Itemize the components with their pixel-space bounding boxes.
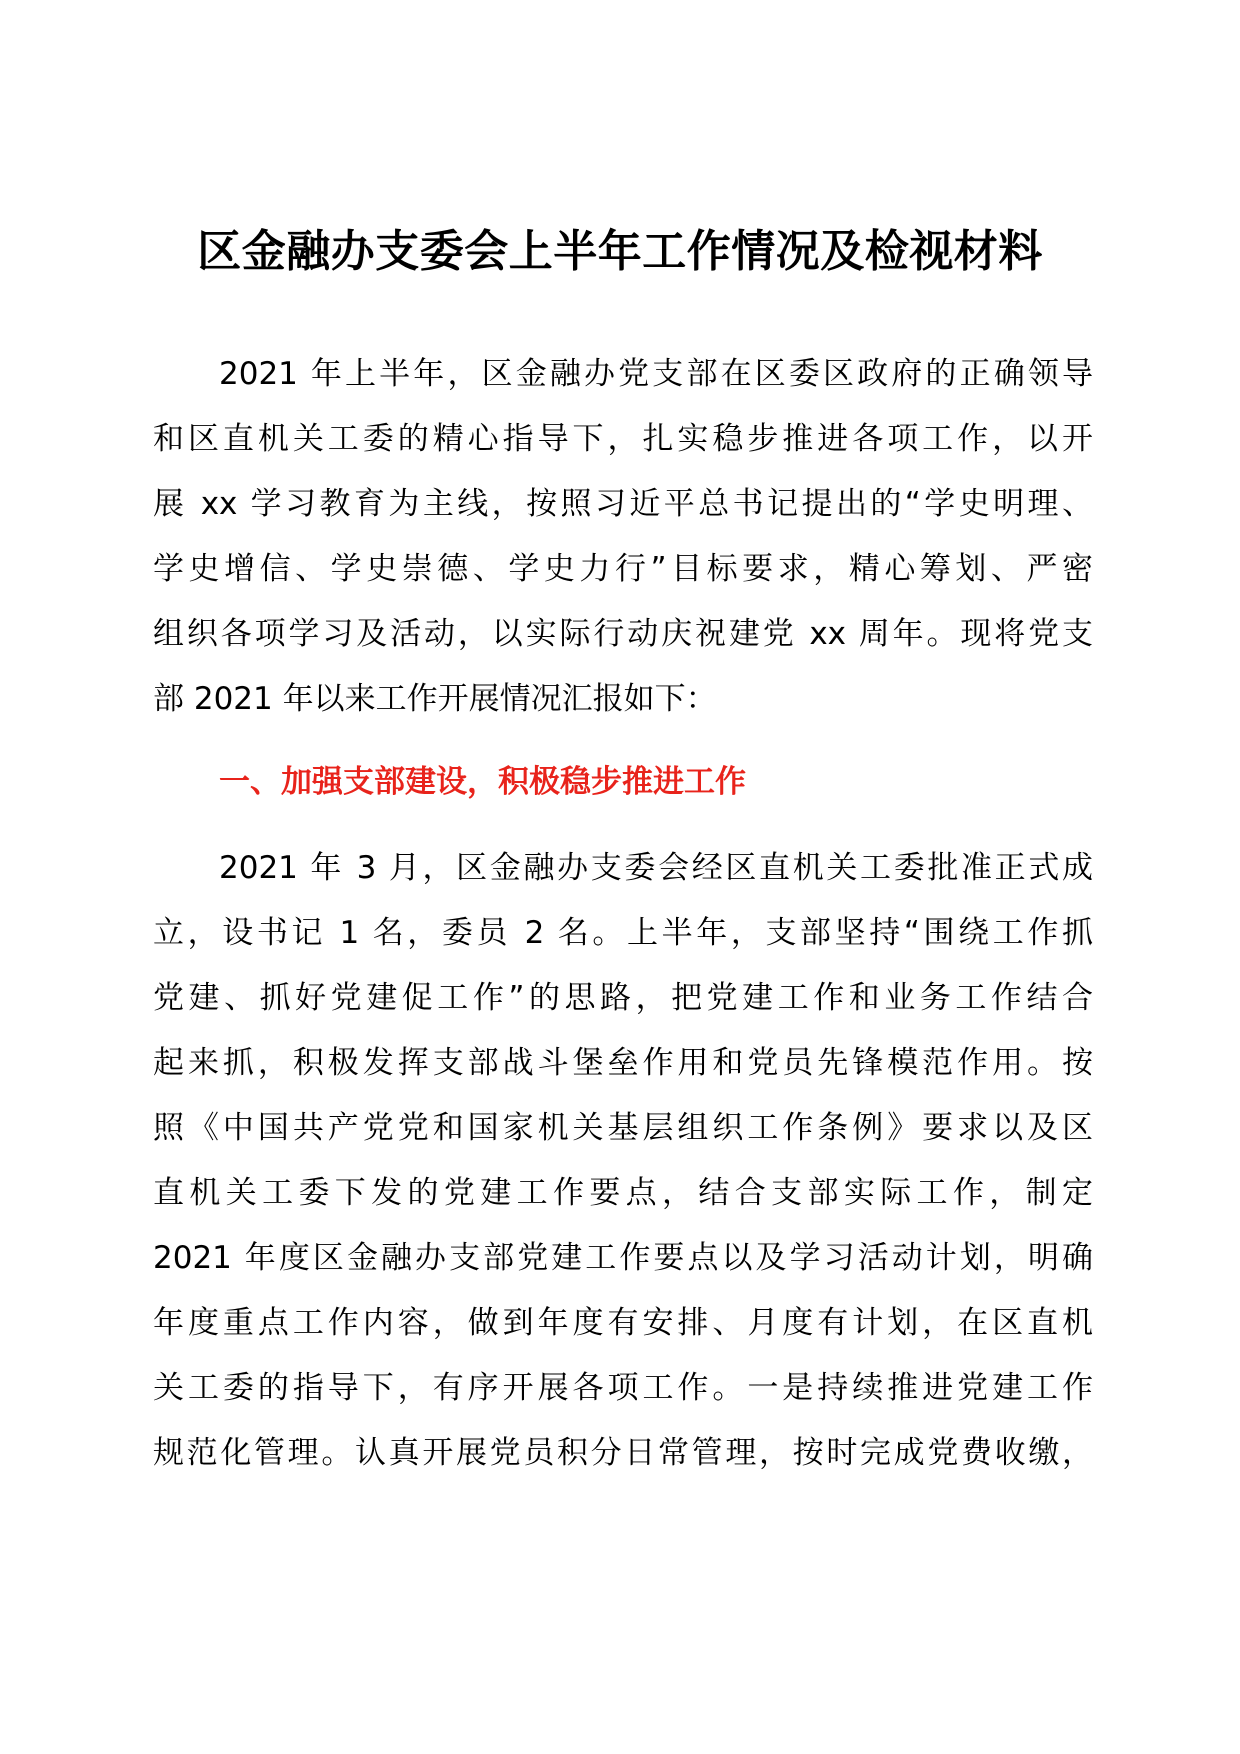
paragraph-intro	[153, 342, 1093, 732]
paragraph-line: 规范化管理。认真开展党员积分日常管理，按时完成党费收缴，	[153, 1435, 1093, 1471]
paragraph-line: 学史增信、学史崇德、学史力行”目标要求，精心筹划、严密	[153, 551, 1093, 587]
paragraph-line: 直机关工委下发的党建工作要点，结合支部实际工作，制定	[153, 1175, 1093, 1211]
paragraph-line: 和区直机关工委的精心指导下，扎实稳步推进各项工作，以开	[153, 421, 1093, 457]
paragraph-section-1	[153, 836, 1093, 1486]
section-heading: 一、加强支部建设，积极稳步推进工作	[219, 764, 746, 800]
paragraph-line: 组织各项学习及活动，以实际行动庆祝建党 xx 周年。现将党支	[153, 616, 1093, 652]
paragraph-line: 2021 年上半年，区金融办党支部在区委区政府的正确领导	[219, 356, 1093, 392]
paragraph-line: 党建、抓好党建促工作”的思路，把党建工作和业务工作结合	[153, 980, 1093, 1016]
document-title: 区金融办支委会上半年工作情况及检视材料	[197, 226, 1043, 277]
paragraph-line: 起来抓，积极发挥支部战斗堡垒作用和党员先锋模范作用。按	[153, 1045, 1093, 1081]
paragraph-line: 2021 年 3 月，区金融办支委会经区直机关工委批准正式成	[219, 850, 1093, 886]
paragraph-line: 关工委的指导下，有序开展各项工作。一是持续推进党建工作	[153, 1370, 1093, 1406]
paragraph-line: 部 2021 年以来工作开展情况汇报如下：	[153, 681, 717, 717]
paragraph-line: 立，设书记 1 名，委员 2 名。上半年，支部坚持“围绕工作抓	[153, 915, 1093, 951]
paragraph-line: 展 xx 学习教育为主线，按照习近平总书记提出的“学史明理、	[153, 486, 1093, 522]
paragraph-line: 照《中国共产党党和国家机关基层组织工作条例》要求以及区	[153, 1110, 1093, 1146]
paragraph-line: 2021 年度区金融办支部党建工作要点以及学习活动计划，明确	[153, 1240, 1093, 1276]
paragraph-line: 年度重点工作内容，做到年度有安排、月度有计划，在区直机	[153, 1305, 1093, 1341]
